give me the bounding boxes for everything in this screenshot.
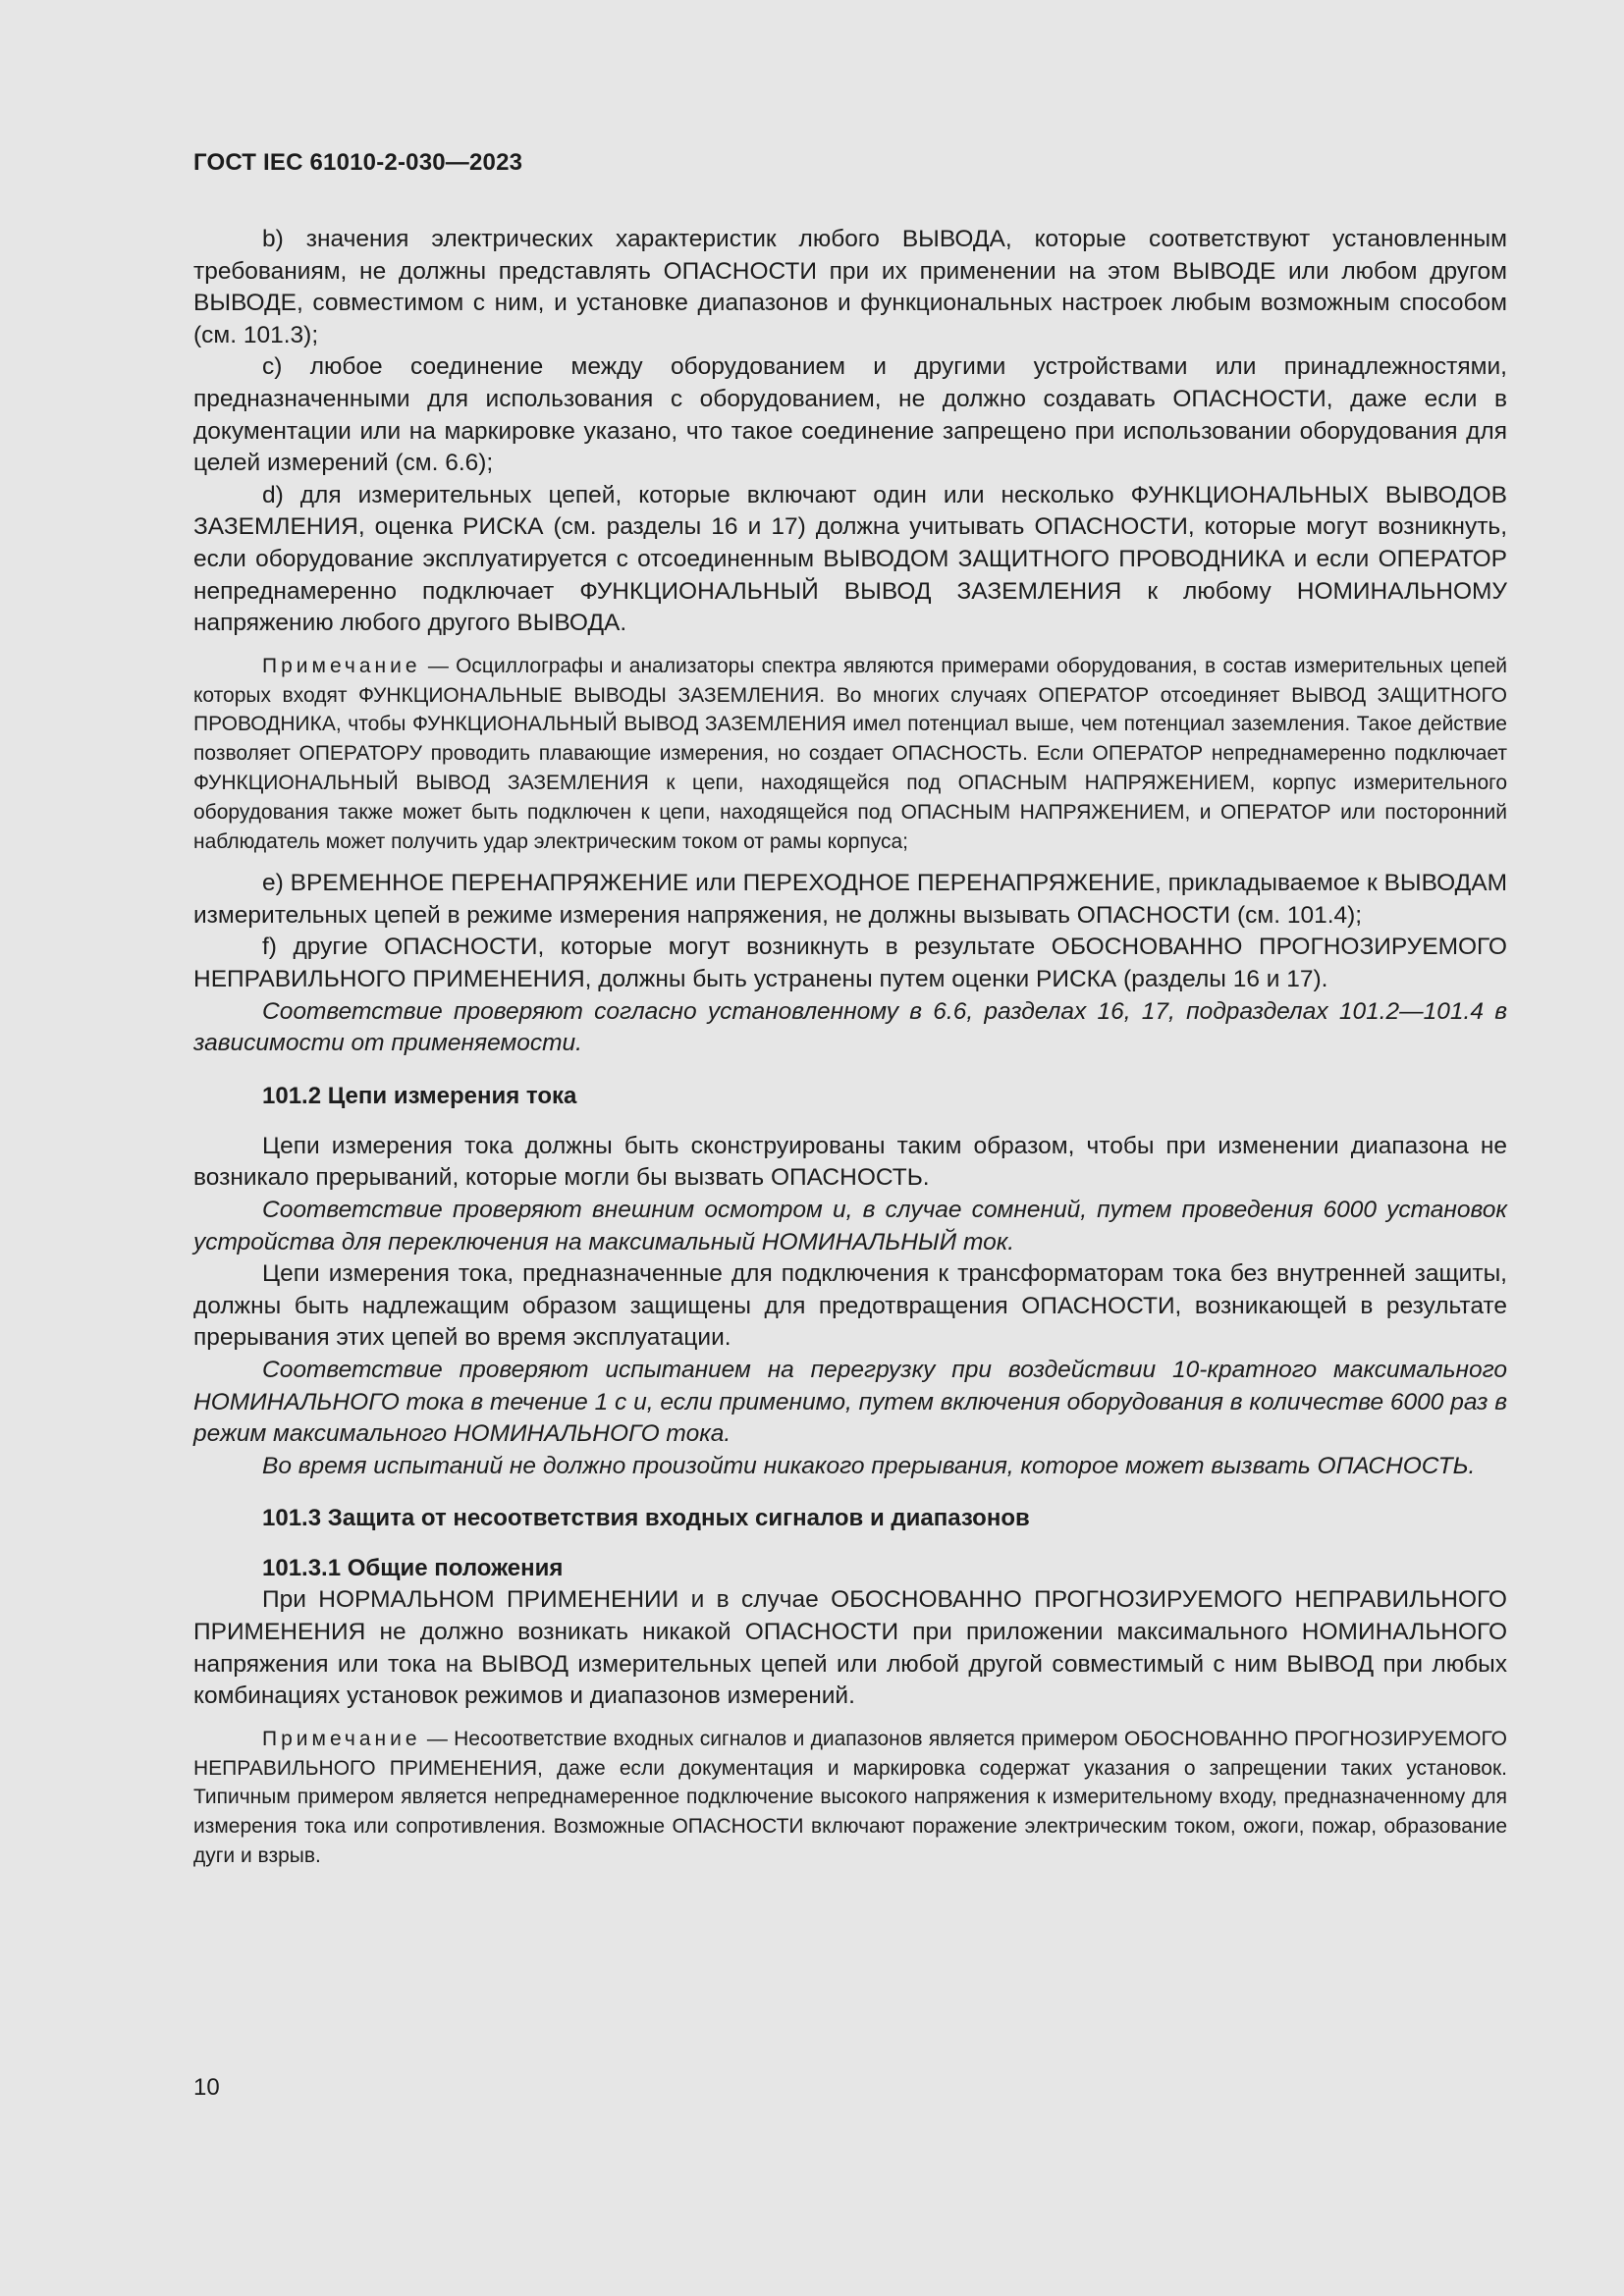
page-number: 10: [193, 2074, 220, 2101]
compliance-text-101-2-e: Во время испытаний не должно произойти никакого прерывания, которое может вызвать ОПАСНОСТЬ.: [262, 1452, 1476, 1479]
section-heading-101-3: 101.3 Защита от несоответствия входных сигналов и диапазонов: [262, 1505, 1030, 1532]
paragraph-101-2-c: Цепи измерения тока, предназначенные для подключения к трансформаторам тока без внутренней защиты, должны быть надлежащим образом защищены для предотвращения ОПАСНОСТИ, возникающей в результате прерывания этих цепей во время эксплуатации.: [193, 1260, 1507, 1352]
paragraph-101-2-a: Цепи измерения тока должны быть сконструированы таким образом, чтобы при изменении диапазона не возникало прерываний, которые могли бы вызвать ОПАСНОСТЬ.: [193, 1132, 1507, 1192]
compliance-text-101-2-b: Соответствие проверяют внешним осмотром и, в случае сомнений, путем проведения 6000 установок устройства для переключения на максимальный НОМИНАЛЬНЫЙ ток.: [193, 1197, 1507, 1255]
paragraph-e: e) ВРЕМЕННОЕ ПЕРЕНАПРЯЖЕНИЕ или ПЕРЕХОДНОЕ ПЕРЕНАПРЯЖЕНИЕ, прикладываемое к ВЫВОДАМ измерительных цепей в режиме измерения напряжения, не должны вызывать ОПАСНОСТИ (см. 101.4);: [193, 870, 1507, 929]
paragraph-d: d) для измерительных цепей, которые включают один или несколько ФУНКЦИОНАЛЬНЫХ ВЫВОДОВ ЗАЗЕМЛЕНИЯ, оценка РИСКА (см. разделы 16 и 17) должна учитывать ОПАСНОСТИ, которые могут возникнуть, если оборудование эксплуатируется с отсоединенным ВЫВОДОМ ЗАЩИТНОГО ПРОВОДНИКА и если ОПЕРАТОР непреднамеренно подключает ФУНКЦИОНАЛЬНЫЙ ВЫВОД ЗАЗЕМЛЕНИЯ к любому НОМИНАЛЬНОМУ напряжению любого другого ВЫВОДА.: [193, 481, 1507, 637]
section-heading-101-3-1: 101.3.1 Общие положения: [262, 1555, 564, 1582]
note-2: [193, 1725, 1507, 1871]
note-1: [193, 652, 1507, 857]
compliance-text-101-2-d: Соответствие проверяют испытанием на перегрузку при воздействии 10-кратного максимального НОМИНАЛЬНОГО тока в течение 1 с и, если применимо, путем включения оборудования в количестве 6000 раз в режим максимального НОМИНАЛЬНОГО тока.: [193, 1357, 1507, 1448]
note-2-label: Примечание: [262, 1727, 421, 1750]
document-body: [193, 224, 1507, 1883]
paragraph-f: f) другие ОПАСНОСТИ, которые могут возникнуть в результате ОБОСНОВАННО ПРОГНОЗИРУЕМОГО НЕПРАВИЛЬНОГО ПРИМЕНЕНИЯ, должны быть устранены путем оценки РИСКА (разделы 16 и 17).: [193, 934, 1507, 993]
document-header: ГОСТ IEC 61010-2-030—2023: [193, 149, 523, 176]
section-heading-101-2: 101.2 Цепи измерения тока: [262, 1082, 577, 1109]
paragraph-b: b) значения электрических характеристик любого ВЫВОДА, которые соответствуют установленным требованиям, не должны представлять ОПАСНОСТИ при их применении на этом ВЫВОДЕ или любом другом ВЫВОДЕ, совместимом с ним, и установке диапазонов и функциональных настроек любым возможным способом (см. 101.3);: [193, 226, 1507, 348]
note-1-label: Примечание: [262, 654, 421, 677]
paragraph-c: c) любое соединение между оборудованием и другими устройствами или принадлежностями, предназначенными для использования с оборудованием, не должно создавать ОПАСНОСТИ, даже если в документации или на маркировке указано, что такое соединение запрещено при использовании оборудования для целей измерений (см. 6.6);: [193, 353, 1507, 477]
paragraph-101-3-1: При НОРМАЛЬНОМ ПРИМЕНЕНИИ и в случае ОБОСНОВАННО ПРОГНОЗИРУЕМОГО НЕПРАВИЛЬНОГО ПРИМЕНЕНИЯ не должно возникать никакой ОПАСНОСТИ при приложении максимального НОМИНАЛЬНОГО напряжения или тока на ВЫВОД измерительных цепей или любой другой совместимый с ним ВЫВОД при любых комбинациях установок режимов и диапазонов измерений.: [193, 1586, 1507, 1710]
note-2-text: — Несоответствие входных сигналов и диапазонов является примером ОБОСНОВАННО ПРОГНОЗИРУЕМОГО НЕПРАВИЛЬНОГО ПРИМЕНЕНИЯ, даже если документация и маркировка содержат указания о запрещении таких установок. Типичным примером является непреднамеренное подключение высокого напряжения к измерительному входу, предназначенному для измерения тока или сопротивления. Возможные ОПАСНОСТИ включают поражение электрическим током, ожоги, пожар, образование дуги и взрыв.: [193, 1727, 1507, 1867]
note-1-text: — Осциллографы и анализаторы спектра являются примерами оборудования, в состав измерительных цепей которых входят ФУНКЦИОНАЛЬНЫЕ ВЫВОДЫ ЗАЗЕМЛЕНИЯ. Во многих случаях ОПЕРАТОР отсоединяет ВЫВОД ЗАЩИТНОГО ПРОВОДНИКА, чтобы ФУНКЦИОНАЛЬНЫЙ ВЫВОД ЗАЗЕМЛЕНИЯ имел потенциал выше, чем потенциал заземления. Такое действие позволяет ОПЕРАТОРУ проводить плавающие измерения, но создает ОПАСНОСТЬ. Если ОПЕРАТОР непреднамеренно подключает ФУНКЦИОНАЛЬНЫЙ ВЫВОД ЗАЗЕМЛЕНИЯ к цепи, находящейся под ОПАСНЫМ НАПРЯЖЕНИЕМ, корпус измерительного оборудования также может быть подключен к цепи, находящейся под ОПАСНЫМ НАПРЯЖЕНИЕМ, и ОПЕРАТОР или посторонний наблюдатель может получить удар электрическим током от рамы корпуса;: [193, 654, 1507, 853]
compliance-text-1: Соответствие проверяют согласно установленному в 6.6, разделах 16, 17, подразделах 101.2—101.4 в зависимости от применяемости.: [193, 997, 1507, 1057]
